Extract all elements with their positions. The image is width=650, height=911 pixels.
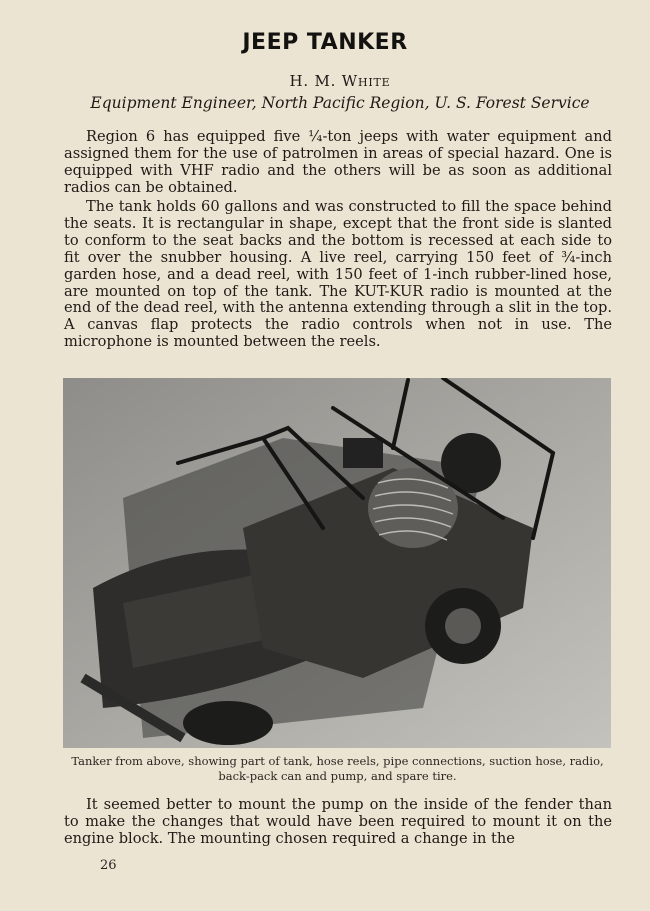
- author-affiliation: Equipment Engineer, North Pacific Region, U. S. Forest Service: [90, 94, 590, 112]
- paragraph-1: Region 6 has equipped five ¼-ton jeeps with water equipment and assigned them for the use of patrolmen in areas of special hazard. One is equipped with VHF radio and the others will be as soon as additional radios can be obtained.: [64, 128, 612, 196]
- front-wheel: [183, 701, 273, 745]
- article-title: JEEP TANKER: [242, 30, 408, 55]
- radio-box: [343, 438, 383, 468]
- paragraph-2: The tank holds 60 gallons and was constructed to fill the space behind the seats. It is rectangular in shape, except that the front side is slanted to conform to the seat backs and the bottom is recessed at each side to fit over the snubber housing. A live reel, carrying 150 feet of ¾-inch garden hose, and a dead reel, with 150 feet of 1-inch rubber-lined hose, are mounted on top of the tank. The KUT-KUR radio is mounted at the end of the dead reel, with the antenna extending through a slit in the top. A canvas flap protects the radio controls when not in use. The microphone is mounted between the reels.: [64, 198, 612, 351]
- rear-wheel-hub: [445, 608, 481, 644]
- article-author: H. M. White: [289, 72, 391, 90]
- figure-caption: Tanker from above, showing part of tank, hose reels, pipe connections, suction hose, radio, back-pack can and pump, and spare tire.: [71, 754, 604, 783]
- paragraph-3: It seemed better to mount the pump on the inside of the fender than to make the changes that would have been required to mount it on the engine block. The mounting chosen required a change in the: [64, 796, 612, 847]
- jeep-photo-illustration: [63, 378, 611, 748]
- jeep-photo: [63, 378, 611, 748]
- page-number: 26: [100, 858, 117, 873]
